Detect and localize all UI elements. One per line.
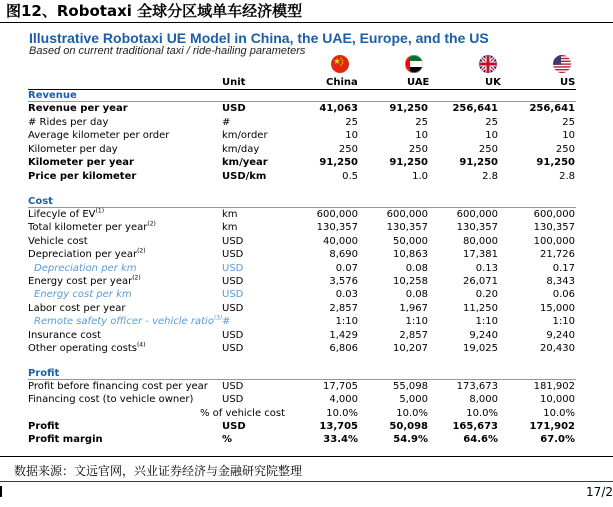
table-row: [0, 380, 613, 393]
cell-uae: 1.0: [412, 170, 428, 182]
cell-uk: 17,381: [463, 249, 498, 261]
footnote-marker: (2): [147, 221, 156, 229]
footnote-marker: (2): [132, 274, 141, 282]
cell-us: 20,430: [540, 343, 575, 354]
table-title: Illustrative Robotaxi UE Model in China, the UAE, Europe, and the US: [29, 30, 489, 46]
row-label: Energy cost per km: [34, 289, 132, 301]
cell-uk: 10.0%: [466, 407, 498, 419]
cell-china: 600,000: [316, 209, 358, 220]
row-unit: %: [222, 434, 233, 446]
cell-uae: 1:10: [405, 316, 428, 328]
cell-us: 181,902: [533, 381, 575, 392]
table-row: [0, 262, 613, 275]
cell-uae: 600,000: [386, 209, 428, 220]
header-divider: [28, 89, 576, 90]
cell-uae: 50,098: [389, 420, 428, 432]
cell-uae: 0.08: [405, 262, 428, 274]
table-subtitle: Based on current traditional taxi / ride-hailing parameters: [29, 45, 306, 57]
cell-china: 10.0%: [326, 407, 358, 419]
row-label: Profit: [28, 420, 60, 432]
cell-us: 1:10: [552, 316, 575, 328]
cell-uk: 0.13: [475, 262, 498, 274]
cell-china: 6,806: [329, 343, 358, 354]
table-row: [0, 221, 613, 234]
cell-us: 15,000: [540, 302, 575, 314]
cell-uae: 10: [415, 130, 428, 141]
cell-us: 91,250: [536, 157, 575, 168]
source-note: 数据来源：文远官网，兴业证券经济与金融研究院整理: [14, 464, 303, 478]
table-row: [0, 315, 613, 328]
cell-china: 0.07: [335, 262, 358, 274]
section-profit: Profit: [28, 368, 60, 379]
cell-china: 1,429: [329, 329, 358, 341]
cell-uae: 0.08: [405, 289, 428, 301]
cell-uae: 1,967: [399, 302, 428, 314]
cell-uk: 165,673: [452, 420, 498, 432]
cell-us: 25: [562, 116, 575, 128]
cell-uk: 19,025: [463, 343, 498, 354]
row-label: Depreciation per year$^{(2)}$: [28, 247, 146, 261]
cell-uk: 64.6%: [463, 434, 498, 446]
table-row: [0, 407, 613, 420]
row-unit: USD: [222, 302, 244, 314]
cell-us: 10,000: [540, 394, 575, 406]
footnote-marker: (2): [137, 247, 146, 255]
cell-uae: 54.9%: [393, 434, 428, 446]
cell-uk: 256,641: [452, 103, 498, 114]
cell-china: 40,000: [323, 235, 358, 247]
cell-uk: 9,240: [469, 329, 498, 341]
cell-china: 41,063: [319, 103, 358, 114]
us-column-header: US: [560, 77, 576, 88]
figure-title: 图12、Robotaxi 全球分区域单车经济模型: [6, 2, 303, 20]
row-unit: km/day: [222, 143, 260, 155]
row-label: Profit before financing cost per year: [28, 381, 208, 392]
row-label: Price per kilometer: [28, 170, 137, 182]
cell-us: 2.8: [559, 170, 575, 182]
row-unit: USD: [222, 249, 244, 261]
china-column-header: China: [326, 77, 358, 88]
table-row: [0, 143, 613, 156]
cell-us: 0.17: [552, 262, 575, 274]
cell-us: 100,000: [533, 235, 575, 247]
row-label: Kilometer per year: [28, 157, 134, 168]
cell-us: 171,902: [529, 420, 575, 432]
cell-us: 10: [562, 130, 575, 141]
cell-us: 130,357: [533, 222, 575, 234]
cell-us: 9,240: [546, 329, 575, 341]
cell-china: 25: [345, 116, 358, 128]
cell-uk: 250: [478, 143, 498, 155]
cell-uae: 55,098: [393, 381, 428, 392]
row-unit: km/order: [222, 130, 268, 141]
row-label: Other operating costs$^{(4)}$: [28, 341, 146, 354]
section-cost: Cost: [28, 196, 53, 207]
row-unit: USD: [222, 343, 244, 354]
cell-china: 13,705: [319, 420, 358, 432]
table-row: [0, 288, 613, 301]
table-row: [0, 170, 613, 183]
cell-china: 130,357: [316, 222, 358, 234]
row-unit: #: [222, 316, 231, 328]
cell-uk: 10: [485, 130, 498, 141]
table-row: [0, 116, 613, 129]
cell-uae: 91,250: [389, 103, 428, 114]
section-revenue: Revenue: [28, 90, 77, 101]
table-row: [0, 342, 613, 355]
cell-uk: 8,000: [469, 394, 498, 406]
cell-us: 250: [555, 143, 575, 155]
row-unit: km: [222, 209, 238, 220]
table-row: [0, 420, 613, 433]
cell-uae: 5,000: [399, 394, 428, 406]
row-unit: km/year: [222, 157, 268, 168]
row-unit: % of vehicle cost: [200, 407, 286, 419]
cell-uk: 600,000: [456, 209, 498, 220]
cell-china: 4,000: [329, 394, 358, 406]
cell-uae: 10,863: [393, 249, 428, 261]
uae-column-header: UAE: [407, 77, 430, 88]
row-label: Average kilometer per order: [28, 130, 170, 141]
row-unit: USD/km: [222, 170, 267, 182]
title-divider: [0, 22, 613, 23]
cell-china: 3,576: [329, 276, 358, 287]
cell-us: 10.0%: [543, 407, 575, 419]
cell-china: 8,690: [329, 249, 358, 261]
table-row: [0, 235, 613, 248]
table-row: [0, 248, 613, 261]
row-label: Labor cost per year: [28, 302, 126, 314]
row-label: Insurance cost: [28, 329, 101, 341]
uk-column-header: UK: [485, 77, 501, 88]
footnote-marker: (4): [136, 341, 146, 349]
cell-uae: 10.0%: [396, 407, 428, 419]
row-unit: USD: [222, 394, 244, 406]
cell-uae: 10,258: [393, 276, 428, 287]
row-label: Financing cost (to vehicle owner): [28, 394, 194, 406]
cell-us: 600,000: [533, 209, 575, 220]
row-label: Revenue per year: [28, 103, 128, 114]
table-row: [0, 329, 613, 342]
cell-us: 0.06: [552, 289, 575, 301]
cell-us: 21,726: [540, 249, 575, 261]
table-row: [0, 302, 613, 315]
row-label: # Rides per day: [28, 116, 109, 128]
page-number: 17/2: [586, 485, 613, 499]
table-row: [0, 208, 613, 221]
china-flag-icon: [331, 55, 349, 73]
uk-flag-icon: [479, 55, 497, 73]
footnote-marker: (1): [95, 207, 105, 215]
table-row: [0, 393, 613, 406]
row-unit: USD: [222, 276, 244, 287]
cell-uk: 26,071: [463, 276, 498, 287]
cell-uk: 130,357: [456, 222, 498, 234]
cell-uk: 2.8: [482, 170, 498, 182]
row-unit: USD: [222, 329, 244, 341]
row-unit: USD: [222, 103, 246, 114]
row-label: Lifecyle of EV$^{(1)}$: [28, 207, 105, 220]
cell-china: 2,857: [329, 302, 358, 314]
table-row: [0, 275, 613, 288]
cell-uk: 25: [485, 116, 498, 128]
cell-uk: 173,673: [456, 381, 498, 392]
cell-us: 256,641: [529, 103, 575, 114]
row-label: Profit margin: [28, 434, 103, 446]
unit-column-header: Unit: [222, 77, 246, 88]
cell-uk: 91,250: [459, 157, 498, 168]
cell-uk: 11,250: [463, 302, 498, 314]
us-flag-icon: [553, 55, 571, 73]
footer-divider: [0, 481, 613, 482]
footnote-marker: (3): [213, 314, 223, 322]
table-row: [0, 129, 613, 142]
row-label: Remote safety officer - vehicle ratio$^{(3)}$: [34, 314, 223, 328]
cell-uk: 80,000: [463, 235, 498, 247]
table-row: [0, 156, 613, 169]
table-row: [0, 102, 613, 115]
row-label: Kilometer per day: [28, 143, 118, 155]
cell-uae: 10,207: [393, 343, 428, 354]
cell-china: 91,250: [319, 157, 358, 168]
row-label: Energy cost per year$^{(2)}$: [28, 274, 141, 287]
cell-uae: 250: [408, 143, 428, 155]
figure-bottom-divider: [0, 456, 613, 457]
cell-china: 0.5: [342, 170, 358, 182]
row-label: Total kilometer per year$^{(2)}$: [28, 221, 156, 234]
row-unit: #: [222, 116, 231, 128]
row-unit: USD: [222, 420, 246, 432]
cell-china: 17,705: [323, 381, 358, 392]
cell-china: 0.03: [335, 289, 358, 301]
cell-china: 1:10: [335, 316, 358, 328]
cell-uae: 25: [415, 116, 428, 128]
cell-us: 67.0%: [540, 434, 575, 446]
cell-uae: 50,000: [393, 235, 428, 247]
cell-china: 250: [338, 143, 358, 155]
cell-china: 33.4%: [323, 434, 358, 446]
cell-uae: 2,857: [399, 329, 428, 341]
cell-uk: 0.20: [475, 289, 498, 301]
cell-us: 8,343: [546, 276, 575, 287]
uae-flag-icon: [405, 55, 423, 73]
row-unit: km: [222, 222, 238, 234]
row-label: Depreciation per km: [34, 262, 137, 274]
footer-marker: [0, 486, 2, 497]
cell-uae: 130,357: [386, 222, 428, 234]
row-label: Vehicle cost: [28, 235, 88, 247]
row-unit: USD: [222, 262, 244, 274]
row-unit: USD: [222, 235, 244, 247]
row-unit: USD: [222, 381, 244, 392]
cell-china: 10: [345, 130, 358, 141]
table-row: [0, 433, 613, 446]
cell-uae: 91,250: [389, 157, 428, 168]
cell-uk: 1:10: [475, 316, 498, 328]
row-unit: USD: [222, 289, 244, 301]
